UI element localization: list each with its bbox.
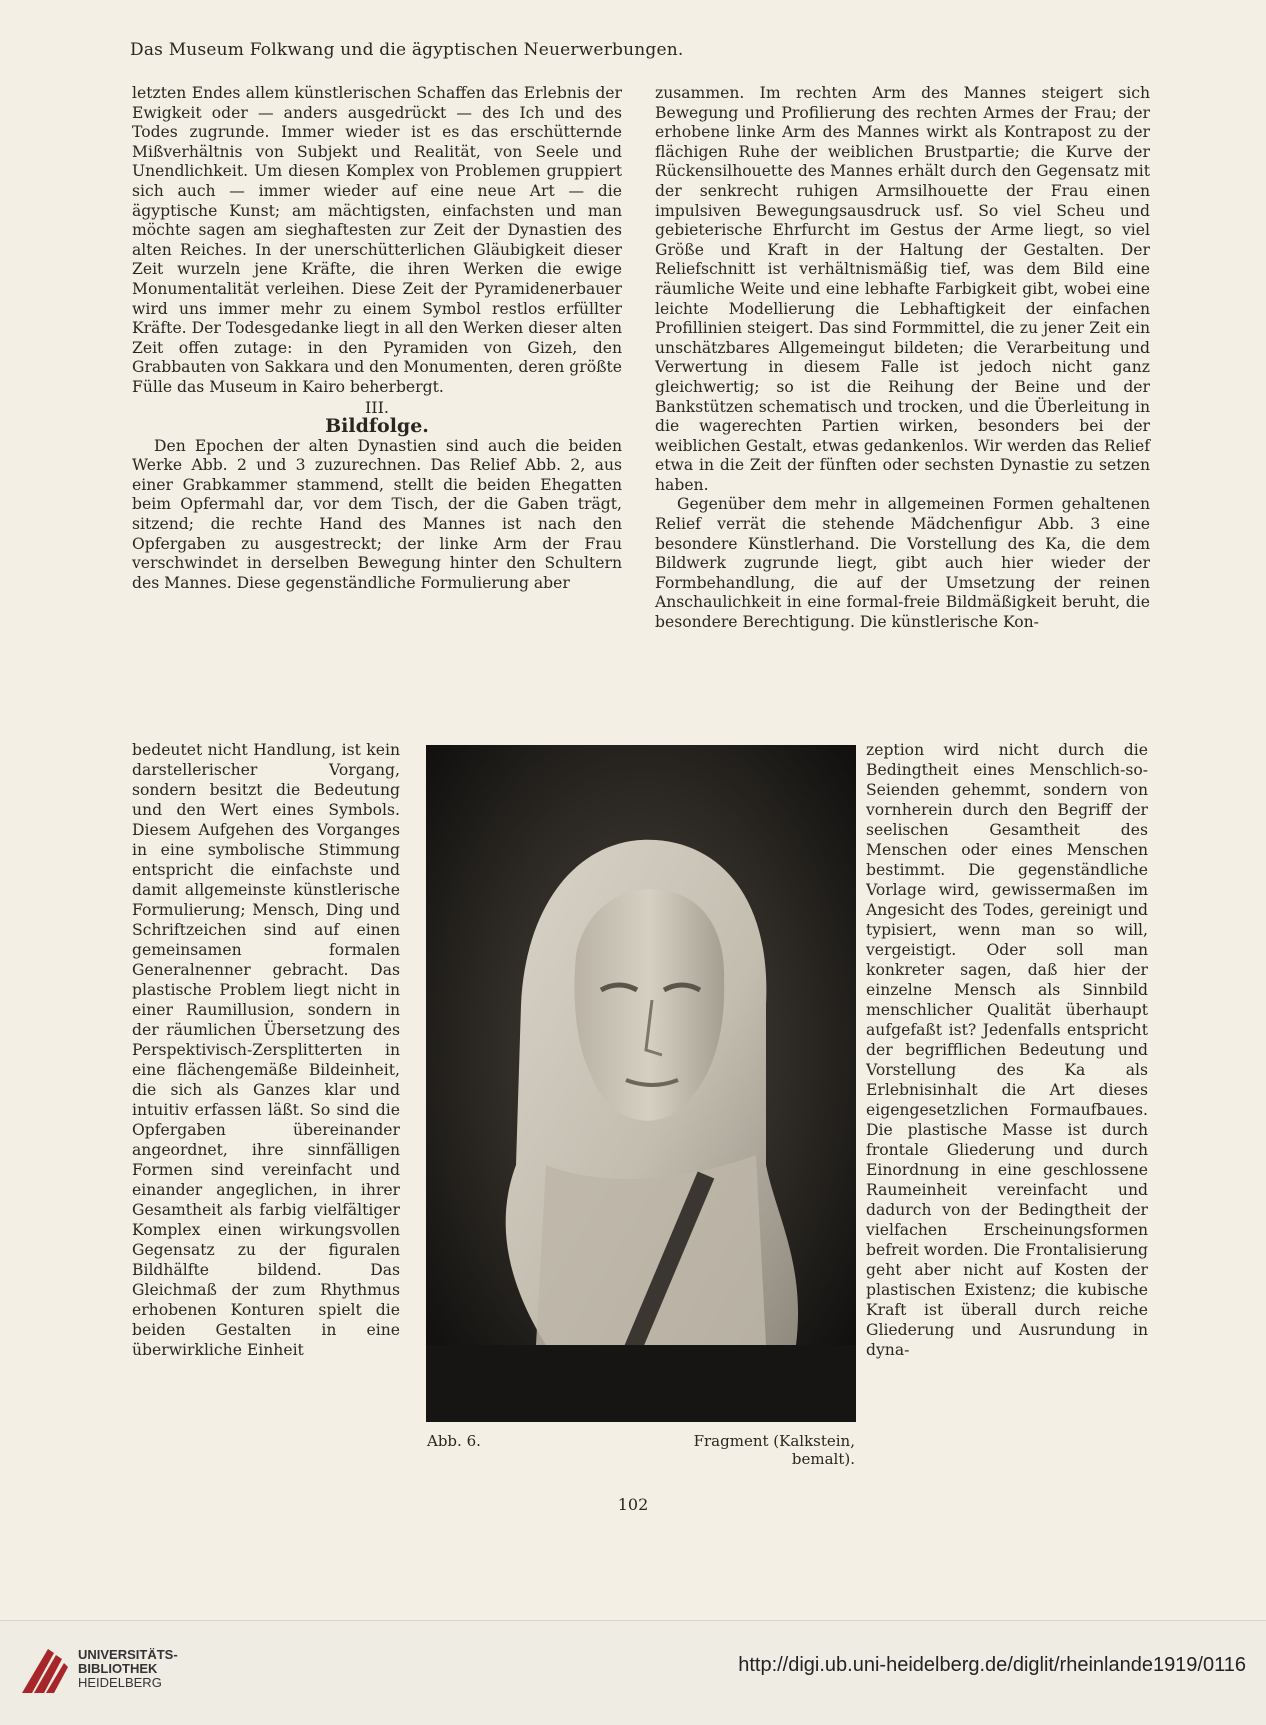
right-column-wrap-text: zeption wird nicht durch die Bedingtheit eines Menschlich-so-Seienden gehemmt, sondern von vornherein durch den Begriff der seelischen Gesamtheit des Menschen oder eines Menschen bestimmt. Die gegenständliche Vorlage wird, gewissermaßen im Angesicht des Todes, gereinigt und typisiert, wenn man so will, vergeistigt. Oder soll man konkreter sagen, daß hier der einzelne Mensch als Sinnbild menschlicher Qualität überhaupt aufgefaßt ist? Jedenfalls entspricht der begrifflichen Bedeutung und Vorstellung des Ka als Erlebnisinhalt die Art dieses eigengesetzlichen Formaufbaues. Die plastische Masse ist durch frontale Gliederung und durch Einordnung in eine geschlossene Raumeinheit vereinfacht und dadurch von der Bedingtheit der vielfachen Erscheinungsformen befreit worden. Die Frontalisierung geht aber nicht auf Kosten der plastischen Existenz; die kubische Kraft ist überall durch reiche Gliederung und Ausrundung in dyna- [866, 741, 1148, 1359]
library-name [78, 1648, 178, 1690]
viewer-footer [0, 1620, 1266, 1725]
library-line: HEIDELBERG [78, 1675, 162, 1690]
left-column [132, 84, 622, 593]
library-line: BIBLIOTHEK [78, 1661, 158, 1676]
page-number: 102 [617, 1495, 649, 1514]
permalink-url[interactable]: http://digi.ub.uni-heidelberg.de/diglit/rheinlande1919/0116 [738, 1654, 1246, 1676]
paragraph: zusammen. Im rechten Arm des Mannes steigert sich Bewegung und Profilierung des rechten Armes der Frau; der erhobene linke Arm des Mannes wirkt als Kontrapost zu der flächigen Ruhe der weiblichen Brustpartie; die Kurve der Rückensilhouette des Mannes erhält durch den Gegensatz mit der senkrecht ruhigen Armsilhouette der Frau einen impulsiven Bewegungsausdruck usf. So viel Scheu und gebieterische Ehrfurcht im Gestus der Arme liegt, so viel Größe und Kraft in der Haltung der Gestalten. Der Reliefschnitt ist verhältnismäßig tief, was dem Bild eine räumliche Weite und eine lebhafte Farbigkeit gibt, wobei eine leichte Modellierung die Lebhaftigkeit der einfachen Profillinien steigert. Das sind Formmittel, die zu jener Zeit ein unschätzbares Allgemeingut bildeten; die Verarbeitung und Verwertung in diesem Falle ist jedoch nicht ganz gleichwertig; so ist die Reihung der Beine und der Bankstützen schematisch und trocken, und die Überleitung in die wagerechten Partien wirken, besonders bei der weiblichen Gestalt, etwas gedankenlos. Wir werden das Relief etwa in die Zeit der fünften oder sechsten Dynastie zu setzen haben. [655, 84, 1150, 494]
paragraph: Gegenüber dem mehr in allgemeinen Formen gehaltenen Relief verrät die stehende Mädchenfigur Abb. 3 eine besondere Künstlerhand. Die Vorstellung des Ka, die dem Bildwerk zugrunde liegt, gibt auch hier wieder der Formbehandlung, die auf der Umsetzung der reinen Anschaulichkeit in eine formal-freie Bildmäßigkeit beruht, die besondere Berechtigung. Die künstlerische Kon- [655, 495, 1150, 632]
paragraph: Den Epochen der alten Dynastien sind auch die beiden Werke Abb. 2 und 3 zuzurechnen. Das Relief Abb. 2, aus einer Grabkammer stammend, stellt die beiden Ehegatten beim Opfermahl dar, vor dem Tisch, der die Gaben trägt, sitzend; die rechte Hand des Mannes ist nach den Opfergaben zu ausgestreckt; der linke Arm der Frau verschwindet in derselben Bewegung hinter den Schultern des Mannes. Diese gegenständliche Formulierung aber [132, 436, 622, 592]
left-column-wrap-text: bedeutet nicht Handlung, ist kein darstellerischer Vorgang, sondern besitzt die Bedeutung und den Wert eines Symbols. Diesem Aufgehen des Vorganges in eine symbolische Stimmung entspricht die einfachste und damit allgemeinste künstlerische Formulierung; Mensch, Ding und Schriftzeichen sind auf einen gemeinsamen formalen Generalnenner gebracht. Das plastische Problem liegt nicht in einer Raumillusion, sondern in der räumlichen Übersetzung des Perspektivisch-Zersplitterten in eine flächengemäße Bildeinheit, die sich als Ganzes klar und intuitiv erfassen läßt. So sind die Opfergaben übereinander angeordnet, ihre sinnfälligen Formen sind vereinfacht und einander angeglichen, in ihrer Gesamtheit als farbig vielfältiger Komplex einen wirkungsvollen Gegensatz zu der figuralen Bildhälfte bildend. Das Gleichmaß der zum Rhythmus erhobenen Konturen spielt die beiden Gestalten in eine überwirkliche Einheit [132, 741, 400, 1359]
section-title: Bildfolge. [325, 415, 429, 438]
right-column [655, 84, 1150, 633]
section-number: III. [364, 397, 390, 417]
running-header: Das Museum Folkwang und die ägyptischen Neuerwerbungen. [130, 40, 684, 60]
figure-caption: Fragment (Kalkstein, bemalt). [693, 1432, 855, 1468]
sculpture-photo [426, 745, 856, 1422]
figure-label: Abb. 6. [427, 1432, 481, 1450]
university-library-logo-icon [18, 1645, 70, 1697]
paragraph: letzten Endes allem künstlerischen Schaffen das Erlebnis der Ewigkeit oder — anders ausgedrückt — des Ich und des Todes zugrunde. Immer wieder ist es das erschütternde Mißverhältnis von Subjekt und Realität, von Seele und Unendlichkeit. Um diesen Komplex von Problemen gruppiert sich auch — immer wieder auf eine neue Art — die ägyptische Kunst; am mächtigsten, einfachsten und man möchte sagen am sieghaftesten zur Zeit der Dynastien des alten Reiches. In der unerschütterlichen Gläubigkeit dieser Zeit wurzeln jene Kräfte, die ihren Werken die ewige Monumentalität verleihen. Diese Zeit der Pyramidenerbauer wird uns immer mehr zu einem Symbol restlos erfüllter Kräfte. Der Todesgedanke liegt in all den Werken dieser alten Zeit offen zutage: in den Pyramiden von Gizeh, den Grabbauten von Sakkara und den Monumenten, deren größte Fülle das Museum in Kairo beherbergt. [132, 84, 622, 396]
library-line: UNIVERSITÄTS- [78, 1647, 178, 1662]
